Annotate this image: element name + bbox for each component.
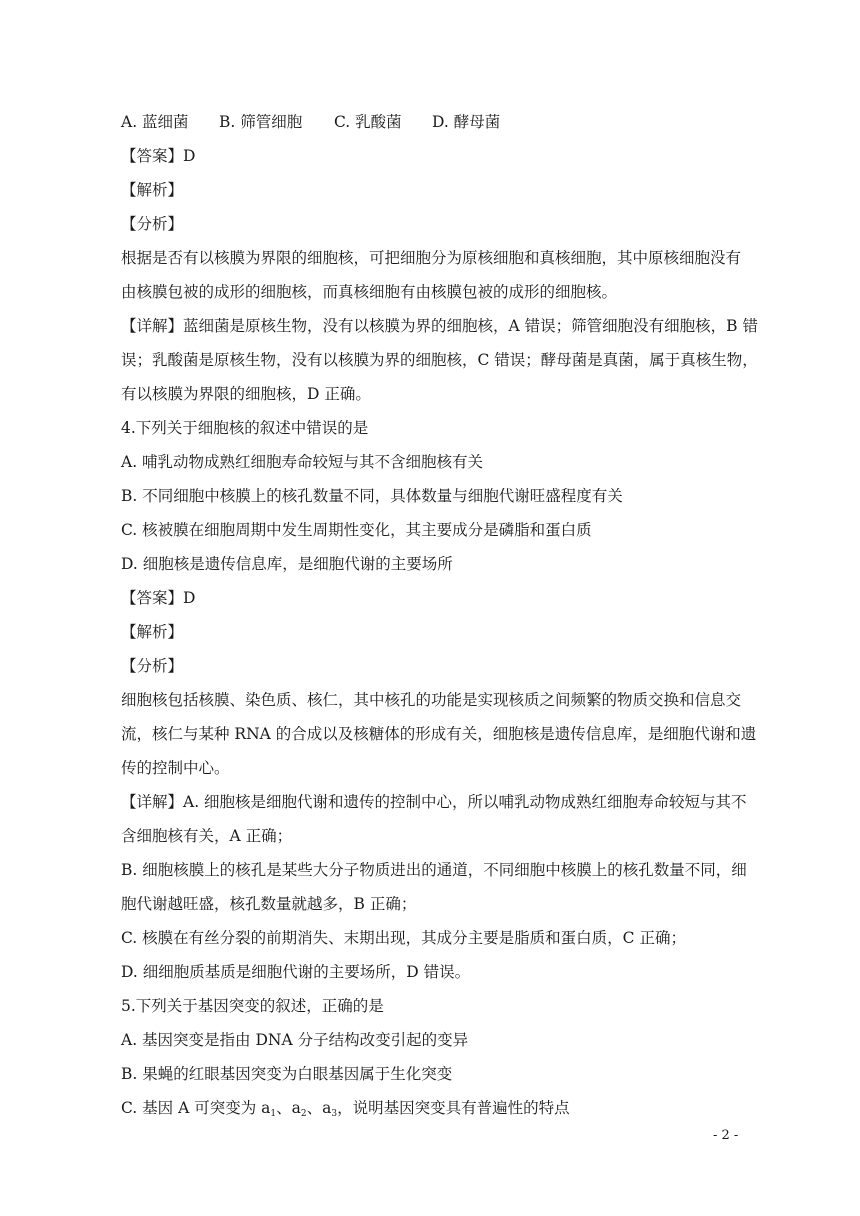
q4-stem: 4.下列关于细胞核的叙述中错误的是 <box>121 419 369 437</box>
q4-fenxi-heading: 【分析】 <box>121 657 184 675</box>
q5-option-c <box>121 1097 570 1125</box>
q5-option-a: A. 基因突变是指由 DNA 分子结构改变引起的变异 <box>121 1031 469 1049</box>
q3-jiexi-heading: 【解析】 <box>121 181 184 199</box>
q3-analysis-line: 根据是否有以核膜为界限的细胞核，可把细胞分为原核细胞和真核细胞，其中原核细胞没有 <box>121 249 742 267</box>
q3-fenxi-heading: 【分析】 <box>121 215 184 233</box>
q3-options <box>121 111 500 133</box>
q5-option-b: B. 果蝇的红眼基因突变为白眼基因属于生化突变 <box>121 1065 453 1083</box>
q4-detail-line: B. 细胞核膜上的核孔是某些大分子物质进出的通道，不同细胞中核膜上的核孔数量不同，细 <box>121 861 747 879</box>
q3-option-a: A. 蓝细菌 <box>121 113 189 131</box>
q4-detail-line: 【详解】A. 细胞核是细胞代谢和遗传的控制中心，所以哺乳动物成熟红细胞寿命较短与其不 <box>121 793 747 811</box>
q5-stem: 5.下列关于基因突变的叙述，正确的是 <box>121 997 384 1015</box>
q4-detail-line: D. 细细胞质基质是细胞代谢的主要场所，D 错误。 <box>121 963 471 981</box>
q5-option-c-text: C. 基因 A 可突变为 a <box>121 1099 271 1117</box>
q3-option-d: D. 酵母菌 <box>432 113 501 131</box>
subscript-1: 1 <box>270 1109 277 1119</box>
q4-option-d: D. 细胞核是遗传信息库，是细胞代谢的主要场所 <box>121 555 453 573</box>
q3-option-c: C. 乳酸菌 <box>334 113 402 131</box>
q3-answer: 【答案】D <box>121 147 196 165</box>
q5-option-c-text: 、a <box>306 1099 332 1117</box>
q4-analysis-line: 传的控制中心。 <box>121 759 230 777</box>
subscript-3: 3 <box>331 1109 338 1119</box>
q4-option-c: C. 核被膜在细胞周期中发生周期性变化，其主要成分是磷脂和蛋白质 <box>121 521 592 539</box>
q4-analysis-line: 流，核仁与某种 RNA 的合成以及核糖体的形成有关，细胞核是遗传信息库，是细胞代谢和遗 <box>121 725 757 743</box>
q4-option-b: B. 不同细胞中核膜上的核孔数量不同，具体数量与细胞代谢旺盛程度有关 <box>121 487 623 505</box>
q5-option-c-text: ，说明基因突变具有普遍性的特点 <box>337 1099 570 1117</box>
q5-option-c-text: 、a <box>276 1099 301 1117</box>
q3-detail-line: 【详解】蓝细菌是原核生物，没有以核膜为界的细胞核，A 错误；筛管细胞没有细胞核，B 错 <box>121 317 758 335</box>
q4-answer: 【答案】D <box>121 589 196 607</box>
subscript-2: 2 <box>300 1109 307 1119</box>
q4-detail-line: 胞代谢越旺盛，核孔数量就越多，B 正确； <box>121 895 417 913</box>
q4-detail-line: 含细胞核有关，A 正确； <box>121 827 293 845</box>
page-number: - 2 - <box>713 1128 739 1143</box>
q4-jiexi-heading: 【解析】 <box>121 623 184 641</box>
q3-detail-line: 有以核膜为界限的细胞核，D 正确。 <box>121 385 371 403</box>
q3-option-b: B. 筛管细胞 <box>219 113 303 131</box>
q4-analysis-line: 细胞核包括核膜、染色质、核仁，其中核孔的功能是实现核质之间频繁的物质交换和信息交 <box>121 691 742 709</box>
q4-option-a: A. 哺乳动物成熟红细胞寿命较短与其不含细胞核有关 <box>121 453 484 471</box>
q3-analysis-line: 由核膜包被的成形的细胞核，而真核细胞有由核膜包被的成形的细胞核。 <box>121 283 618 301</box>
q4-detail-line: C. 核膜在有丝分裂的前期消失、末期出现，其成分主要是脂质和蛋白质，C 正确； <box>121 929 686 947</box>
q3-detail-line: 误；乳酸菌是原核生物，没有以核膜为界的细胞核，C 错误；酵母菌是真菌，属于真核生物， <box>121 351 758 369</box>
